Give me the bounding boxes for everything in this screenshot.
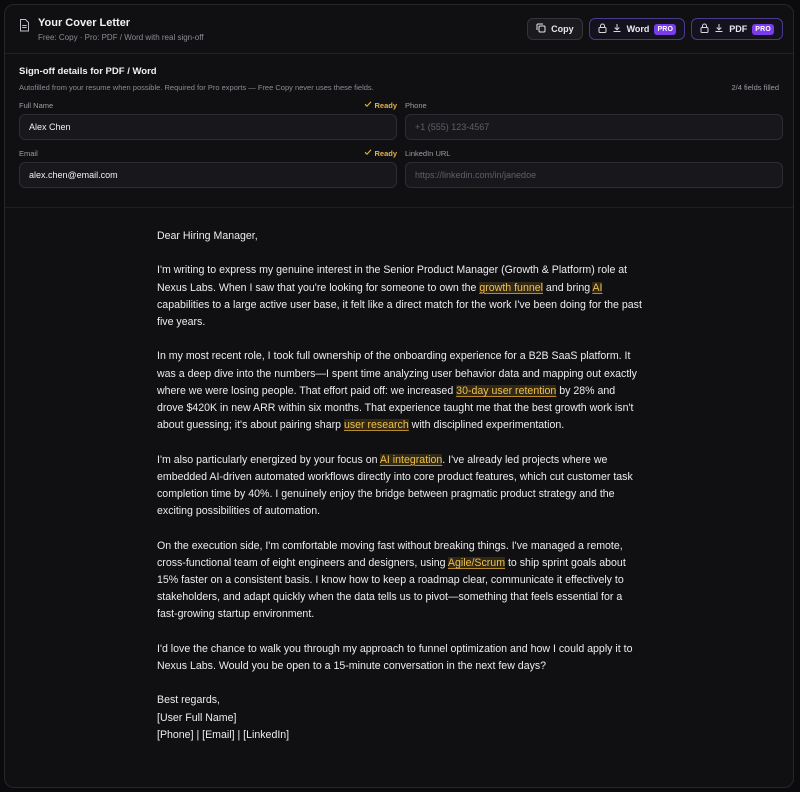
letter-closing: Best regards, (157, 694, 221, 707)
pro-badge: PRO (752, 24, 774, 35)
linkedin-label: LinkedIn URL (405, 148, 451, 158)
keyword-highlight: AI integration (379, 453, 443, 466)
signoff-section (5, 54, 793, 208)
linkedin-input[interactable]: https://linkedin.com/in/janedoe (405, 162, 783, 188)
letter-paragraph: I'm also particularly energized by your focus on AI integration. I've already led projects where we embedded AI-driven automated workflows directly into core product features, which cut customer task completion time by 40%. I genuinely enjoy the bridge between pragmatic product strategy and the exciting possibilities of automation. (157, 453, 633, 518)
phone-label: Phone (405, 100, 427, 110)
letter-paragraph: In my most recent role, I took full ownership of the onboarding experience for a B2B SaaS platform. It was a deep dive into the numbers—I spent time analyzing user behavior data and mapping out exactly where we were losing people. That effort paid off: we increased 30-day user retention by 28% and drove $420K in new ARR within six months. That experience taught me that the best growth work isn't about guessing; it's about pairing sharp user research with disciplined experimentation. (157, 350, 637, 432)
keyword-highlight: AI (592, 281, 603, 294)
signoff-title: Sign-off details for PDF / Word (19, 66, 157, 77)
header (5, 5, 793, 54)
email-input[interactable]: alex.chen@email.com (19, 162, 397, 188)
download-icon (612, 23, 622, 35)
copy-button[interactable] (527, 18, 583, 40)
email-ready-status: Ready (364, 148, 397, 158)
full-name-input[interactable]: Alex Chen (19, 114, 397, 140)
letter-paragraph: I'd love the chance to walk you through my approach to funnel optimization and how I could apply it to Nexus Labs. Would you be open to a 15-minute conversation in the next few days? (157, 642, 633, 672)
keyword-highlight: user research (343, 419, 409, 432)
pdf-export-button[interactable] (691, 18, 783, 40)
document-icon (19, 19, 30, 37)
fields-count: 2/4 fields filled (731, 83, 779, 92)
phone-input[interactable]: +1 (555) 123-4567 (405, 114, 783, 140)
signoff-subtitle: Autofilled from your resume when possible. Required for Pro exports — Free Copy never uses these fields. (19, 83, 374, 92)
letter-paragraph: On the execution side, I'm comfortable moving fast without breaking things. I've managed a remote, cross-functional team of eight engineers and designers, using Agile/Scrum to ship sprint goals about 15% faster on a consistent basis. I know how to keep a roadmap clear, communicate it effectively to stakeholders, and adapt quickly when the data tells us to pivot—something that feels essential for a fast-growing startup environment. (157, 539, 626, 621)
letter-signature (157, 692, 642, 744)
keyword-highlight: Agile/Scrum (447, 556, 506, 569)
signoff-fields (19, 98, 779, 194)
phone-field-group (405, 98, 783, 140)
email-label: Email (19, 148, 38, 158)
signature-contact: [Phone] | [Email] | [LinkedIn] (157, 728, 290, 741)
copy-button-label: Copy (551, 24, 574, 34)
lock-icon (700, 23, 709, 35)
check-icon (364, 100, 372, 110)
copy-icon (536, 23, 546, 35)
keyword-highlight: 30-day user retention (456, 384, 557, 397)
pdf-button-label: PDF (729, 24, 748, 34)
page-subtitle: Free: Copy · Pro: PDF / Word with real sign-off (38, 32, 204, 42)
letter-greeting: Dear Hiring Manager, (157, 230, 258, 242)
keyword-highlight: growth funnel (479, 281, 543, 294)
letter-paragraph: I'm writing to express my genuine interest in the Senior Product Manager (Growth & Platform) role at Nexus Labs. When I saw that you're looking for someone to own the growth funnel and bring AI capabilities to a large active user base, it felt like a direct match for the work I've been doing for the past five years. (157, 264, 642, 328)
download-icon (714, 23, 724, 35)
check-icon (364, 148, 372, 158)
full-name-ready-status: Ready (364, 100, 397, 110)
lock-icon (598, 23, 607, 35)
page-title: Your Cover Letter (38, 16, 131, 29)
word-button-label: Word (626, 24, 650, 34)
word-export-button[interactable] (589, 18, 686, 40)
header-title-group (19, 17, 204, 42)
pro-badge: PRO (654, 24, 676, 35)
header-actions (527, 18, 783, 40)
email-field-group (19, 146, 397, 188)
full-name-field-group (19, 98, 397, 140)
linkedin-field-group (405, 146, 783, 188)
signature-name: [User Full Name] (157, 711, 237, 724)
full-name-label: Full Name (19, 100, 54, 110)
cover-letter-body (157, 228, 642, 761)
